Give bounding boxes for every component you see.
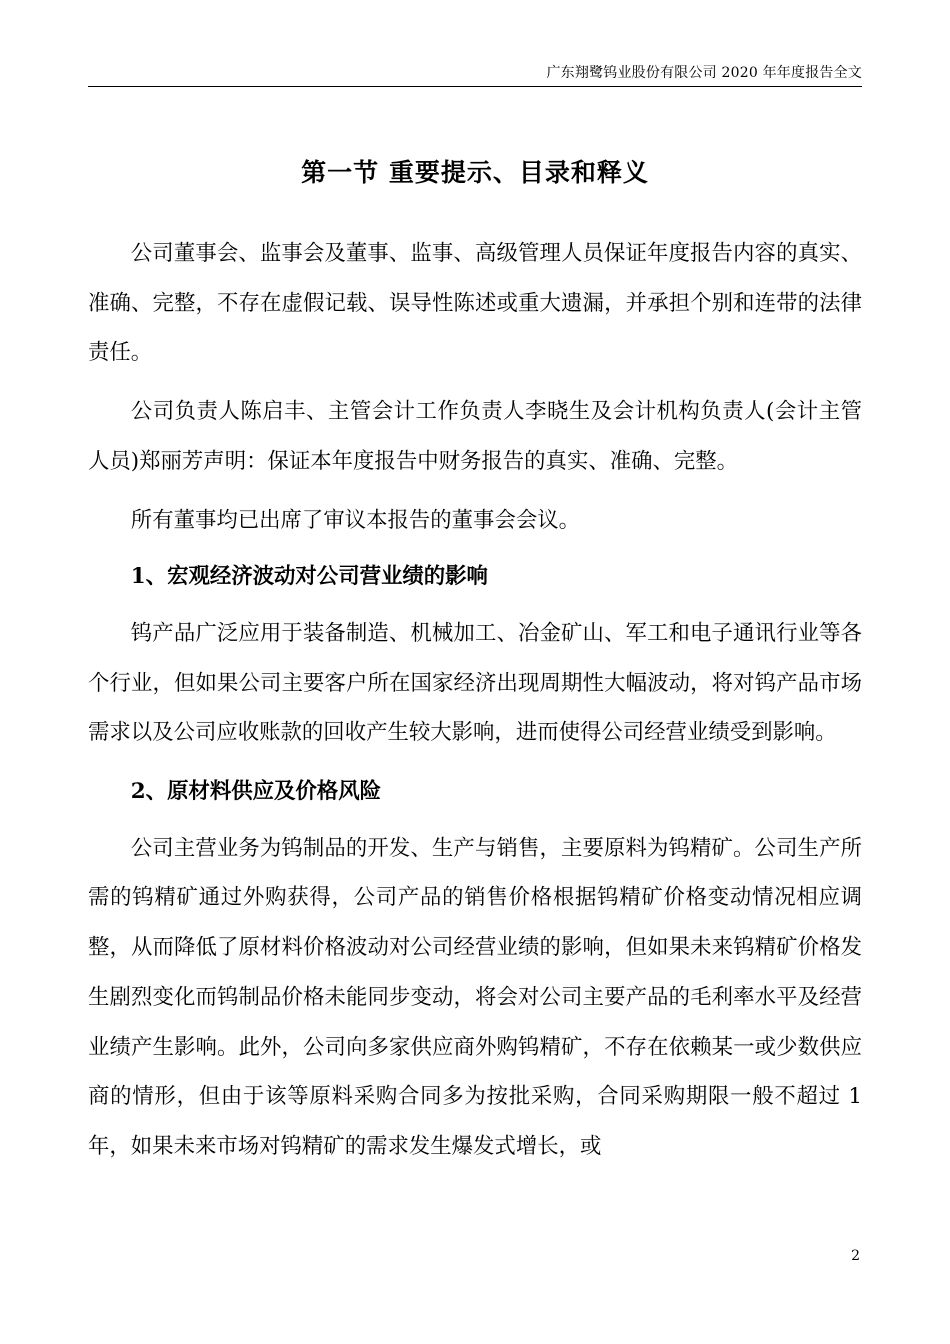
risk-heading-macro: 1、宏观经济波动对公司营业绩的影响 bbox=[130, 564, 488, 590]
paragraph-declaration: 公司负责人陈启丰、主管会计工作负责人李晓生及会计机构负责人(会计主管人员)郑丽芳声明：保证本年度报告中财务报告的真实、准确、完整。 bbox=[88, 399, 862, 474]
document-body bbox=[88, 229, 862, 1172]
paragraph-attendance: 所有董事均已出席了审议本报告的董事会会议。 bbox=[130, 507, 581, 533]
header-divider bbox=[88, 86, 862, 87]
paragraph-materials-risk: 公司主营业务为钨制品的开发、生产与销售，主要原料为钨精矿。公司生产所需的钨精矿通过外购获得，公司产品的销售价格根据钨精矿价格变动情况相应调整，从而降低了原材料价格波动对公司经营业绩的影响，但如果未来钨精矿价格发生剧烈变化而钨制品价格未能同步变动，将会对公司主要产品的毛利率水平及经营业绩产生影响。此外，公司向多家供应商外购钨精矿，不存在依赖某一或少数供应商的情形，但由于该等原料采购合同多为按批采购，合同采购期限一般不超过 1 年，如果未来市场对钨精矿的需求发生爆发式增长，或 bbox=[88, 835, 862, 1159]
risk-heading-materials: 2、原材料供应及价格风险 bbox=[130, 779, 381, 805]
paragraph-macro-risk: 钨产品广泛应用于装备制造、机械加工、冶金矿山、军工和电子通讯行业等各个行业，但如果公司主要客户所在国家经济出现周期性大幅波动，将对钨产品市场需求以及公司应收账款的回收产生较大影响，进而使得公司经营业绩受到影响。 bbox=[88, 620, 862, 746]
section-title: 第一节 重要提示、目录和释义 bbox=[301, 158, 649, 187]
page-number: 2 bbox=[851, 1248, 860, 1264]
paragraph-responsibility: 公司董事会、监事会及董事、监事、高级管理人员保证年度报告内容的真实、准确、完整，不存在虚假记载、误导性陈述或重大遗漏，并承担个别和连带的法律责任。 bbox=[88, 241, 862, 366]
running-header: 广东翔鹭钨业股份有限公司 2020 年年度报告全文 bbox=[546, 65, 862, 81]
